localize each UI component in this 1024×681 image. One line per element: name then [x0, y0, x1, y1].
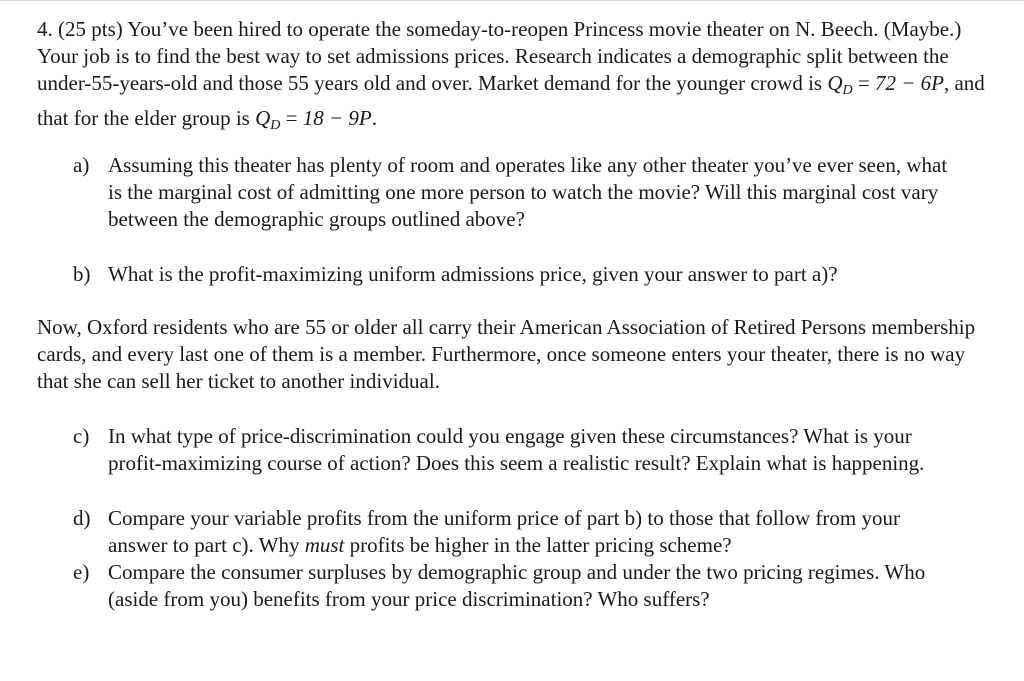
part-a-marker: a)	[73, 153, 90, 177]
part-d-emphasis: must	[304, 533, 345, 558]
part-e-marker: e)	[73, 560, 90, 584]
intro-text-3: .	[371, 105, 377, 130]
part-a-text: Assuming this theater has plenty of room and operates like any other theater you’ve ever seen, what is the marginal cost of admitting one more person to watch the movie? Will this marginal cost vary between the demographic groups outlined above?	[108, 153, 948, 232]
part-c-marker: c)	[73, 424, 90, 448]
part-d-text	[108, 505, 963, 559]
intro-text-1: You’ve been hired to operate the someday-to-reopen Princess movie theater on N. Beech. (Maybe.) Your job is to find the best way to set admissions prices. Research indicates a demographic split between the under-55-years-old and those 55 years old and over. Market demand for the younger crowd is	[37, 17, 962, 96]
part-b	[73, 261, 963, 288]
part-c	[73, 423, 963, 477]
now-paragraph: Now, Oxford residents who are 55 or older all carry their American Association of Retired Persons membership cards, and every last one of them is a member. Furthermore, once someone enters your theater, there is no way that she can sell her ticket to another individual.	[37, 315, 976, 394]
top-divider	[0, 0, 1024, 1]
demand-young-lhs: $Q_D$	[827, 71, 853, 99]
equals-sign-young: =	[852, 71, 875, 96]
part-c-text: In what type of price-discrimination could you engage given these circumstances? What is your profit-maximizing course of action? Does this seem a realistic result? Explain what is happening.	[108, 424, 925, 476]
part-e-text: Compare the consumer surpluses by demographic group and under the two pricing regimes. Who (aside from you) benefits from your price discrimination? Who suffers?	[108, 560, 926, 612]
part-e	[73, 559, 963, 613]
intro-text-2: , and that for the elder group is	[37, 71, 985, 130]
part-b-marker: b)	[73, 262, 91, 286]
part-a	[73, 152, 963, 234]
part-b-text: What is the profit-maximizing uniform admissions price, given your answer to part a)?	[108, 262, 838, 286]
demand-elder-rhs: 18 − 9P	[302, 105, 372, 130]
demand-elder-lhs: $Q_D$	[255, 105, 281, 133]
problem-intro	[37, 16, 997, 139]
equals-sign-elder: =	[280, 105, 303, 130]
part-d-marker: d)	[73, 506, 91, 530]
problem-number: 4. (25 pts)	[37, 17, 123, 41]
part-d	[73, 505, 963, 559]
part-d-text-after: profits be higher in the latter pricing scheme?	[344, 533, 732, 558]
part-d-text-before: Compare your variable profits from the uniform price of part b) to those that follow from your answer to part c). Why	[108, 506, 900, 558]
demand-young-rhs: 72 − 6P	[874, 71, 944, 96]
